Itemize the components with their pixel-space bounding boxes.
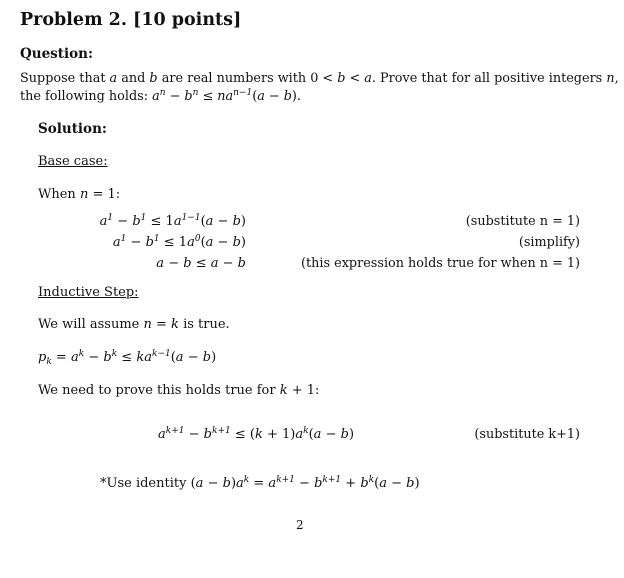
page-number: 2 [296, 518, 304, 532]
base-case-heading: Base case: [38, 154, 108, 169]
problem-title: Problem 2. [10 points] [20, 10, 242, 30]
base-note-2: (simplify) [518, 235, 580, 250]
identity-hint: *Use identity $(a - b)a^k = a^{k+1} - b^{k+1} + b^k(a - b)$ [100, 475, 420, 491]
inductive-hypothesis: $p_k = a^k - b^k \le ka^{k-1}(a - b)$ [38, 349, 217, 367]
question-line-2: the following holds: $a^n - b^n \le na^{n-1}(a - b)$. [20, 88, 301, 104]
inductive-target-note: (substitute k+1) [474, 427, 580, 442]
base-note-1: (substitute n = 1) [465, 214, 580, 229]
solution-label: Solution: [38, 121, 107, 137]
question-label: Question: [20, 46, 93, 62]
inductive-step-heading: Inductive Step: [38, 285, 139, 300]
base-eq-1: $a^1 - b^1 \le 1a^{1-1}(a - b)$ [99, 213, 246, 229]
inductive-assumption: We will assume n = k is true. [38, 317, 230, 332]
base-note-3: (this expression holds true for when n = 1) [301, 256, 580, 271]
base-case-intro: When n = 1: [38, 187, 121, 202]
inductive-target-equation: $a^{k+1} - b^{k+1} \le (k + 1)a^k(a - b)$ [158, 426, 355, 442]
base-eq-3: a − b ≤ a − b [156, 256, 246, 271]
inductive-goal-intro: We need to prove this holds true for k + 1: [38, 383, 320, 398]
question-line-1: Suppose that a and b are real numbers with 0 < b < a. Prove that for all positive integers n, [20, 71, 619, 86]
base-eq-2: $a^1 - b^1 \le 1a^0(a - b)$ [112, 234, 246, 250]
